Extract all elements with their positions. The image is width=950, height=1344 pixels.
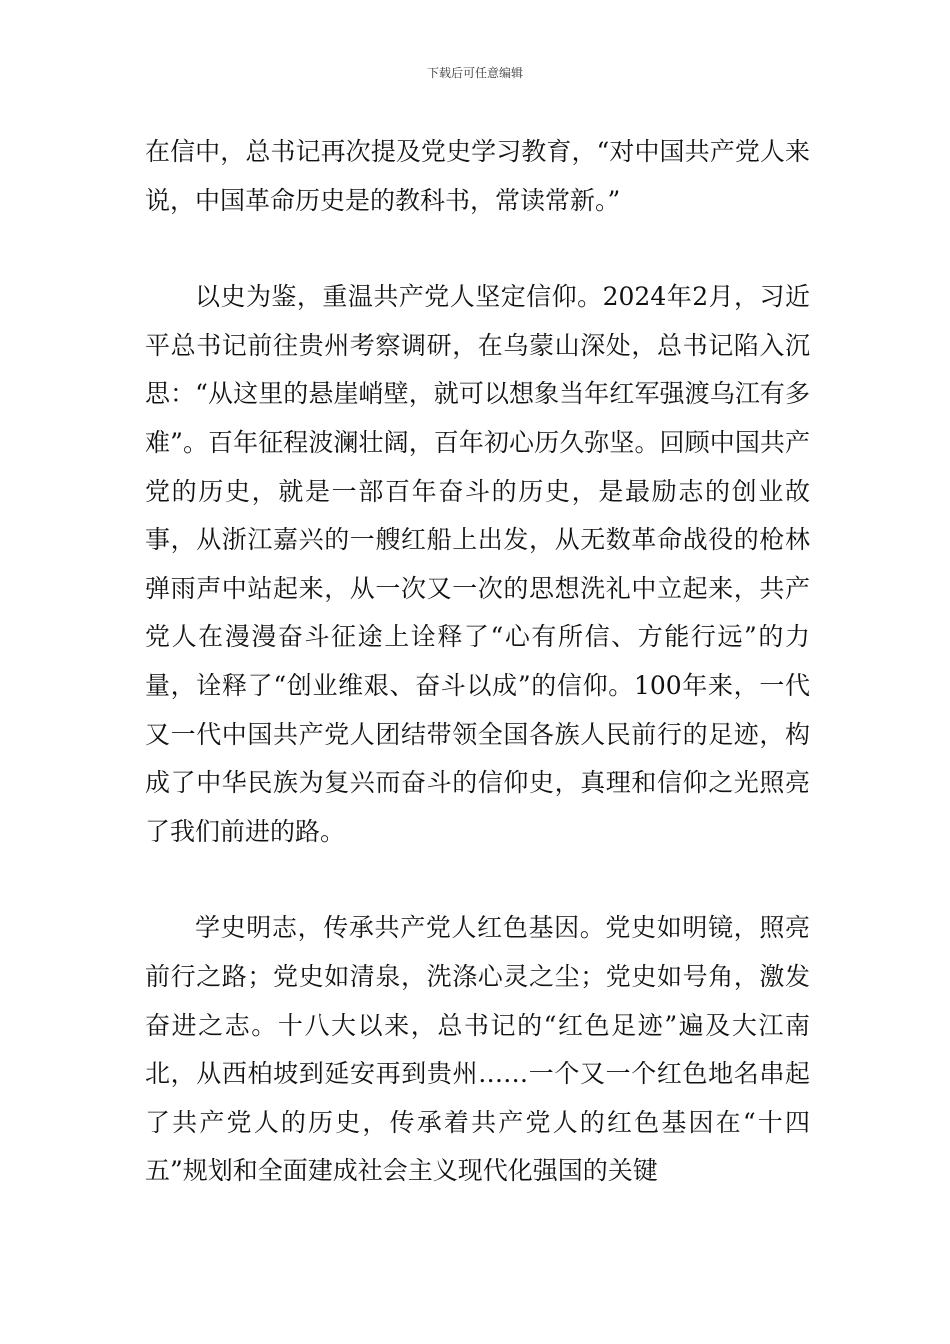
paragraph-gap — [145, 856, 810, 904]
paragraph-2: 以史为鉴，重温共产党人坚定信仰。2024年2月，习近平总书记前往贵州考察调研，在乌蒙山深处，总书记陷入沉思：“从这里的悬崖峭壁，就可以想象当年红军强渡乌江有多难”。百年征程波澜壮阔，百年初心历久弥坚。回顾中国共产党的历史，就是一部百年奋斗的历史，是最励志的创业故事，从浙江嘉兴的一艘红船上出发，从无数革命战役的枪林弹雨声中站起来，从一次又一次的思想洗礼中立起来，共产党人在漫漫奋斗征途上诠释了“心有所信、方能行远”的力量，诠释了“创业维艰、奋斗以成”的信仰。100年来，一代又一代中国共产党人团结带领全国各族人民前行的足迹，构成了中华民族为复兴而奋斗的信仰史，真理和信仰之光照亮了我们前进的路。 — [145, 282, 810, 846]
paragraph-3: 学史明志，传承共产党人红色基因。党史如明镜，照亮前行之路；党史如清泉，洗涤心灵之尘；党史如号角，激发奋进之志。十八大以来，总书记的“红色足迹”遍及大江南北，从西柏坡到延安再到贵州……一个又一个红色地名串起了共产党人的历史，传承着共产党人的红色基因在“十四五”规划和全面建成社会主义现代化强国的关键 — [145, 913, 810, 1186]
paragraph-gap — [145, 225, 810, 273]
document-body — [145, 128, 810, 1196]
paragraph-1: 在信中，总书记再次提及党史学习教育，“对中国共产党人来说，中国革命历史是的教科书，常读常新。” — [145, 137, 810, 215]
page-header-note: 下载后可任意编辑 — [426, 66, 523, 80]
